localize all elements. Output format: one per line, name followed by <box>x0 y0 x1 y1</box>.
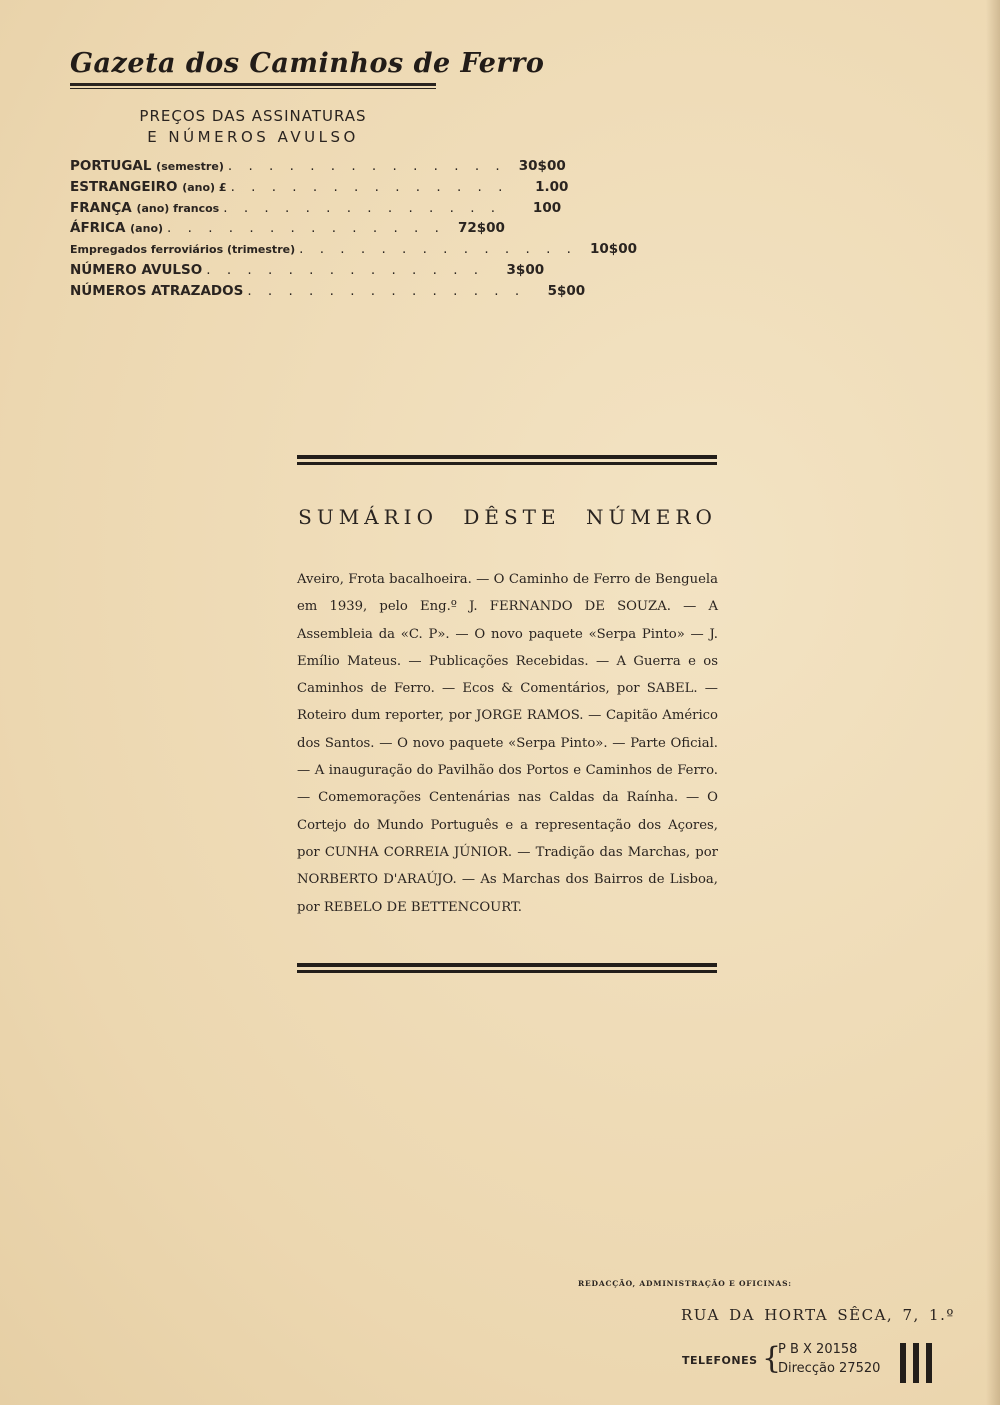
price-value: 3$00 <box>506 261 545 278</box>
prices-heading-line2: E NÚMEROS AVULSO <box>147 128 359 146</box>
masthead-rule-thin <box>70 88 436 89</box>
price-label: FRANÇA <box>70 199 132 216</box>
summary-title: SUMÁRIO DÊSTE NÚMERO <box>298 505 717 529</box>
price-sublabel: (ano) <box>130 222 164 236</box>
leader-dots: . . . . . . . . . . . . . . <box>167 220 445 237</box>
leader-dots: . . . . . . . . . . . . . . <box>230 178 509 195</box>
price-row <box>70 282 586 304</box>
page-edge-shadow <box>986 0 1000 1405</box>
masthead-rule-thick <box>70 83 436 86</box>
price-row <box>70 220 505 241</box>
phone-direccao: Direcção 27520 <box>778 1361 881 1376</box>
price-row <box>70 261 545 283</box>
price-value: 5$00 <box>547 282 586 299</box>
price-label: ESTRANGEIRO <box>70 178 178 195</box>
leader-dots: . . . . . . . . . . . . . . <box>299 241 577 258</box>
price-value: 1.00 <box>535 178 569 195</box>
brace-glyph: { <box>762 1341 782 1376</box>
price-sublabel: Empregados ferroviários (trimestre) <box>70 243 296 257</box>
footer-label: REDACÇÃO, ADMINISTRAÇÃO E OFICINAS: <box>578 1279 792 1288</box>
leader-dots: . . . . . . . . . . . . . . <box>247 282 526 299</box>
masthead <box>70 48 545 89</box>
decorative-bars <box>900 1343 932 1383</box>
price-sublabel: (ano) £ <box>182 180 227 194</box>
price-value: 100 <box>532 199 562 216</box>
price-sublabel: (ano) francos <box>136 201 220 215</box>
masthead-title: Gazeta dos Caminhos de Ferro <box>70 48 545 79</box>
price-row <box>70 158 566 179</box>
leader-dots: . . . . . . . . . . . . . . <box>206 261 485 278</box>
price-label: NÚMERO AVULSO <box>70 261 203 278</box>
price-label: NÚMEROS ATRAZADOS <box>70 282 244 299</box>
prices-heading-line1: PREÇOS DAS ASSINATURAS <box>139 107 367 125</box>
price-sublabel: (semestre) <box>156 160 224 173</box>
price-value: 10$00 <box>590 241 637 258</box>
footer-address: RUA DA HORTA SÊCA, 7, 1.º <box>681 1306 955 1324</box>
price-value: 30$00 <box>518 158 566 174</box>
prices-table <box>70 158 637 304</box>
price-value: 72$00 <box>457 220 505 237</box>
price-row <box>70 199 562 221</box>
prices-heading <box>70 106 436 148</box>
summary-bottom-rule <box>297 963 717 973</box>
price-row <box>70 241 637 262</box>
phones-label: TELEFONES <box>682 1354 758 1367</box>
price-label: ÁFRICA <box>70 220 126 237</box>
summary-top-rule <box>297 455 717 465</box>
summary-text: Aveiro, Frota bacalhoeira. — O Caminho de Ferro de Benguela em 1939, pelo Eng.º J. FERNANDO DE SOUZA. — A Assembleia da «C. P». — O novo paquete «Serpa Pinto» — J. Emílio Mateus. — Publicações Recebidas. — A Guerra e os Caminhos de Ferro. — Ecos & Comentários, por SABEL. — Roteiro dum reporter, por JORGE RAMOS. — Capitão Américo dos Santos. — O novo paquete «Serpa Pinto». — Parte Oficial. — A inauguração do Pavilhão dos Portos e Caminhos de Ferro. — Comemorações Centenárias nas Caldas da Raínha. — O Cortejo do Mundo Português e a representação dos Açores, por CUNHA CORREIA JÚNIOR. — Tradição das Marchas, por NORBERTO D'ARAÚJO. — As Marchas dos Bairros de Lisboa, por REBELO DE BETTENCOURT. <box>297 572 718 915</box>
leader-dots: . . . . . . . . . . . . . . <box>223 199 502 216</box>
price-row <box>70 178 569 200</box>
price-label: PORTUGAL <box>70 158 152 174</box>
phone-pbx: P B X 20158 <box>778 1342 858 1357</box>
leader-dots: . . . . . . . . . . . . . . <box>227 158 506 174</box>
